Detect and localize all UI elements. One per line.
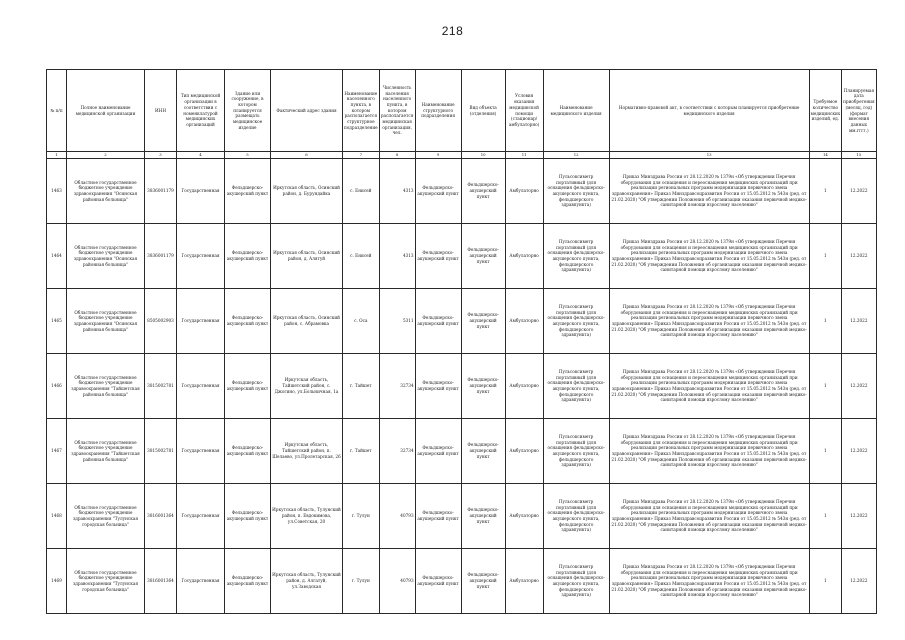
organization-type: Государственная [177, 354, 225, 419]
device-name: Пульсоксиметр портативный (для оснащения фельдшерско-акушерского пункта, фельдшерского здравпункта) [543, 224, 609, 289]
organization-name: Областное государственное бюджетное учреждение здравоохранения "Осинская районная больница" [67, 289, 145, 354]
column-number: 9 [415, 152, 461, 159]
column-number: 1 [47, 152, 67, 159]
organization-name: Областное государственное бюджетное учреждение здравоохранения "Тулунская городская больница" [67, 484, 145, 549]
table-row [47, 484, 877, 549]
purchase-date: 12.2022 [842, 354, 876, 419]
column-number: 14 [809, 152, 842, 159]
building: Фельдшерско-акушерский пункт [225, 354, 271, 419]
device-name: Пульсоксиметр портативный (для оснащения фельдшерско-акушерского пункта, фельдшерского здравпункта) [543, 484, 609, 549]
locality: с. Оса [343, 289, 380, 354]
organization-type: Государственная [177, 484, 225, 549]
legal-act: Приказ Минздрава России от 28.12.2020 № 1379н «Об утверждении Перечня оборудования для оснащения и переоснащения медицинских организаций при реализации региональных программ модернизации первичного звена здравоохранения» Приказ Минздравсоцразвития России от 15.05.2012 № 543н (ред. от 21.02.2020) "Об утверждении Положения об организации оказания первичной медико-санитарной помощи взрослому населению" [609, 159, 809, 224]
organization-name: Областное государственное бюджетное учреждение здравоохранения "Тайшетская районная больница" [67, 419, 145, 484]
building: Фельдшерско-акушерский пункт [225, 484, 271, 549]
quantity: 1 [809, 549, 842, 614]
header-cell: Тип медицинской организации в соответствии с номенклатурой медицинских организаций [177, 70, 225, 152]
header-cell: Полное наименование медицинской организации [67, 70, 145, 152]
header-cell: Нормативно-правовой акт, в соответствии с которым планируется приобретение медицинского изделия [609, 70, 809, 152]
address: Иркутская область, Осинский район, с. Абрамовка [271, 289, 343, 354]
device-name: Пульсоксиметр портативный (для оснащения фельдшерско-акушерского пункта, фельдшерского здравпункта) [543, 419, 609, 484]
column-number: 7 [343, 152, 380, 159]
purchase-date: 12.2022 [842, 484, 876, 549]
header-cell: № п/п [47, 70, 67, 152]
inn: 3815002781 [145, 354, 177, 419]
population: 5311 [379, 289, 415, 354]
table-body [47, 159, 877, 614]
organization-type: Государственная [177, 289, 225, 354]
table-row [47, 549, 877, 614]
row-number: 1469 [47, 549, 67, 614]
purchase-date: 12.2022 [842, 159, 876, 224]
locality: г. Тайшет [343, 354, 380, 419]
legal-act: Приказ Минздрава России от 28.12.2020 № 1379н «Об утверждении Перечня оборудования для оснащения и переоснащения медицинских организаций при реализации региональных программ модернизации первичного звена здравоохранения» Приказ Минздравсоцразвития России от 15.05.2012 № 543н (ред. от 21.02.2020) "Об утверждении Положения об организации оказания первичной медико-санитарной помощи взрослому населению" [609, 224, 809, 289]
column-number: 12 [543, 152, 609, 159]
division: Фельдшерско-акушерский пункт [415, 419, 461, 484]
header-cell: Наименование медицинского изделия [543, 70, 609, 152]
purchase-date: 12.2022 [842, 419, 876, 484]
quantity: 1 [809, 224, 842, 289]
locality: с. Енисей [343, 224, 380, 289]
row-number: 1468 [47, 484, 67, 549]
address: Иркутская область, Осинский район, д. Алятуй [271, 224, 343, 289]
building: Фельдшерско-акушерский пункт [225, 549, 271, 614]
table-row [47, 419, 877, 484]
header-cell: Фактический адрес здания [271, 70, 343, 152]
table-row [47, 289, 877, 354]
header-cell: Вид объекта (отделения) [461, 70, 505, 152]
organization-type: Государственная [177, 224, 225, 289]
purchase-date: 12.2022 [842, 289, 876, 354]
device-name: Пульсоксиметр портативный (для оснащения фельдшерско-акушерского пункта, фельдшерского здравпункта) [543, 289, 609, 354]
purchase-date: 12.2022 [842, 549, 876, 614]
row-number: 1463 [47, 159, 67, 224]
device-name: Пульсоксиметр портативный (для оснащения фельдшерско-акушерского пункта, фельдшерского здравпункта) [543, 354, 609, 419]
care-conditions: Амбулаторно [505, 484, 543, 549]
column-number: 11 [505, 152, 543, 159]
row-number: 1467 [47, 419, 67, 484]
care-conditions: Амбулаторно [505, 549, 543, 614]
header-cell: Наименование населенного пункта, в котором располагается структурное подразделение [343, 70, 380, 152]
quantity: 1 [809, 419, 842, 484]
column-number: 8 [379, 152, 415, 159]
header-cell: Здание или сооружение, в котором планируется размещать медицинское изделие [225, 70, 271, 152]
address: Иркутская область, Тулунский район, д. Алгатуй, ул.Заводская [271, 549, 343, 614]
quantity: 1 [809, 159, 842, 224]
address: Иркутская область, Тулунский район, п. Евдокимова, ул.Советская, 20 [271, 484, 343, 549]
device-name: Пульсоксиметр портативный (для оснащения фельдшерско-акушерского пункта, фельдшерского здравпункта) [543, 549, 609, 614]
object-type: Фельдшерско-акушерский пункт [461, 549, 505, 614]
inn: 3836001179 [145, 159, 177, 224]
object-type: Фельдшерско-акушерский пункт [461, 159, 505, 224]
population: 40793 [379, 549, 415, 614]
building: Фельдшерско-акушерский пункт [225, 224, 271, 289]
quantity: 1 [809, 484, 842, 549]
locality: г. Тайшет [343, 419, 380, 484]
address: Иркутская область, Тайшетский район, п. Шелаево, ул.Пролетарская, 26 [271, 419, 343, 484]
organization-type: Государственная [177, 159, 225, 224]
population: 4313 [379, 224, 415, 289]
column-number-row [47, 152, 877, 159]
division: Фельдшерско-акушерский пункт [415, 354, 461, 419]
row-number: 1466 [47, 354, 67, 419]
inn: 3815002781 [145, 419, 177, 484]
address: Иркутская область, Осинский район, д. Бурундайка [271, 159, 343, 224]
population: 32734 [379, 419, 415, 484]
care-conditions: Амбулаторно [505, 419, 543, 484]
division: Фельдшерско-акушерский пункт [415, 549, 461, 614]
purchase-date: 12.2022 [842, 224, 876, 289]
locality: г. Тулун [343, 484, 380, 549]
column-number: 10 [461, 152, 505, 159]
care-conditions: Амбулаторно [505, 289, 543, 354]
population: 32734 [379, 354, 415, 419]
organization-name: Областное государственное бюджетное учреждение здравоохранения "Тайшетская районная больница" [67, 354, 145, 419]
legal-act: Приказ Минздрава России от 28.12.2020 № 1379н «Об утверждении Перечня оборудования для оснащения и переоснащения медицинских организаций при реализации региональных программ модернизации первичного звена здравоохранения» Приказ Минздравсоцразвития России от 15.05.2012 № 543н (ред. от 21.02.2020) "Об утверждении Положения об организации оказания первичной медико-санитарной помощи взрослому населению" [609, 549, 809, 614]
care-conditions: Амбулаторно [505, 354, 543, 419]
quantity: 1 [809, 354, 842, 419]
building: Фельдшерско-акушерский пункт [225, 289, 271, 354]
division: Фельдшерско-акушерский пункт [415, 484, 461, 549]
division: Фельдшерско-акушерский пункт [415, 289, 461, 354]
header-cell: Требуемое количество медицинских изделий, ед. [809, 70, 842, 152]
column-number: 15 [842, 152, 876, 159]
legal-act: Приказ Минздрава России от 28.12.2020 № 1379н «Об утверждении Перечня оборудования для оснащения и переоснащения медицинских организаций при реализации региональных программ модернизации первичного звена здравоохранения» Приказ Минздравсоцразвития России от 15.05.2012 № 543н (ред. от 21.02.2020) "Об утверждении Положения об организации оказания первичной медико-санитарной помощи взрослому населению" [609, 419, 809, 484]
locality: г. Тулун [343, 549, 380, 614]
object-type: Фельдшерско-акушерский пункт [461, 224, 505, 289]
building: Фельдшерско-акушерский пункт [225, 419, 271, 484]
column-number: 3 [145, 152, 177, 159]
page-number: 218 [441, 24, 464, 38]
table-row [47, 354, 877, 419]
header-cell: Численность населения населенного пункта, в котором располагается медицинская организация, чел. [379, 70, 415, 152]
inn: 3816001364 [145, 549, 177, 614]
inn: 3836001179 [145, 224, 177, 289]
organization-type: Государственная [177, 549, 225, 614]
column-number: 13 [609, 152, 809, 159]
header-cell: Планируемая дата приобретения (месяц, год) (формат внесения данных мм.гггг.) [842, 70, 876, 152]
legal-act: Приказ Минздрава России от 28.12.2020 № 1379н «Об утверждении Перечня оборудования для оснащения и переоснащения медицинских организаций при реализации региональных программ модернизации первичного звена здравоохранения» Приказ Минздравсоцразвития России от 15.05.2012 № 543н (ред. от 21.02.2020) "Об утверждении Положения об организации оказания первичной медико-санитарной помощи взрослому населению" [609, 289, 809, 354]
inn: 3816001364 [145, 484, 177, 549]
row-number: 1464 [47, 224, 67, 289]
equipment-table [46, 69, 877, 614]
care-conditions: Амбулаторно [505, 224, 543, 289]
column-number: 5 [225, 152, 271, 159]
population: 40793 [379, 484, 415, 549]
header-cell: Условия оказания медицинской помощи (стационар/амбулаторно) [505, 70, 543, 152]
building: Фельдшерско-акушерский пункт [225, 159, 271, 224]
quantity: 1 [809, 289, 842, 354]
column-number: 6 [271, 152, 343, 159]
organization-name: Областное государственное бюджетное учреждение здравоохранения "Осинская районная больница" [67, 159, 145, 224]
legal-act: Приказ Минздрава России от 28.12.2020 № 1379н «Об утверждении Перечня оборудования для оснащения и переоснащения медицинских организаций при реализации региональных программ модернизации первичного звена здравоохранения» Приказ Минздравсоцразвития России от 15.05.2012 № 543н (ред. от 21.02.2020) "Об утверждении Положения об организации оказания первичной медико-санитарной помощи взрослому населению" [609, 484, 809, 549]
organization-name: Областное государственное бюджетное учреждение здравоохранения "Осинская районная больница" [67, 224, 145, 289]
header-row [47, 70, 877, 152]
table-row [47, 224, 877, 289]
object-type: Фельдшерско-акушерский пункт [461, 289, 505, 354]
population: 4313 [379, 159, 415, 224]
address: Иркутская область, Тайшетский район, с. Джогино, ул.Больничная, 1а [271, 354, 343, 419]
header-cell: Наименование структурного подразделения [415, 70, 461, 152]
row-number: 1465 [47, 289, 67, 354]
device-name: Пульсоксиметр портативный (для оснащения фельдшерско-акушерского пункта, фельдшерского здравпункта) [543, 159, 609, 224]
column-number: 2 [67, 152, 145, 159]
locality: с. Енисей [343, 159, 380, 224]
header-cell: ИНН [145, 70, 177, 152]
object-type: Фельдшерско-акушерский пункт [461, 354, 505, 419]
object-type: Фельдшерско-акушерский пункт [461, 484, 505, 549]
column-number: 4 [177, 152, 225, 159]
object-type: Фельдшерско-акушерский пункт [461, 419, 505, 484]
organization-type: Государственная [177, 419, 225, 484]
inn: 8505002903 [145, 289, 177, 354]
table-row [47, 159, 877, 224]
legal-act: Приказ Минздрава России от 28.12.2020 № 1379н «Об утверждении Перечня оборудования для оснащения и переоснащения медицинских организаций при реализации региональных программ модернизации первичного звена здравоохранения» Приказ Минздравсоцразвития России от 15.05.2012 № 543н (ред. от 21.02.2020) "Об утверждении Положения об организации оказания первичной медико-санитарной помощи взрослому населению" [609, 354, 809, 419]
division: Фельдшерско-акушерский пункт [415, 224, 461, 289]
organization-name: Областное государственное бюджетное учреждение здравоохранения "Тулунская городская больница" [67, 549, 145, 614]
care-conditions: Амбулаторно [505, 159, 543, 224]
division: Фельдшерско-акушерский пункт [415, 159, 461, 224]
